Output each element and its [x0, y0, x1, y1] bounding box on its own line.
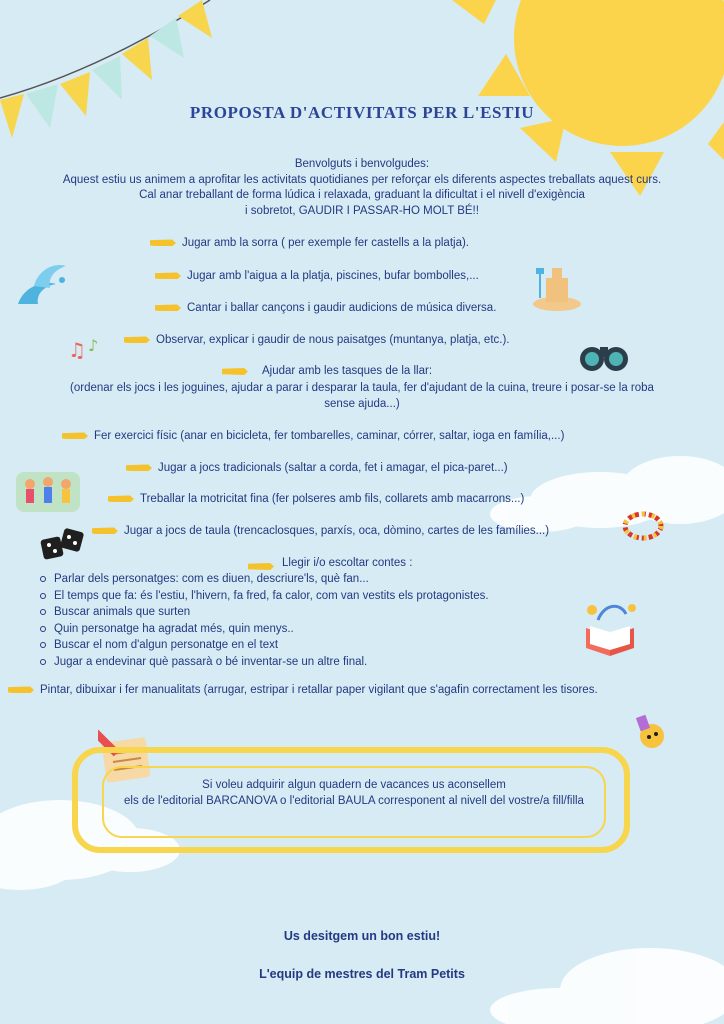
bullet-arrow-icon	[155, 304, 181, 311]
activity-sing: Cantar i ballar cançons i gaudir audicions de música diversa.	[187, 302, 497, 314]
bullet-arrow-icon	[126, 464, 152, 471]
activity-item	[62, 430, 564, 442]
water-splash-icon	[14, 256, 70, 312]
activity-sand: Jugar amb la sorra ( per exemple fer castells a la platja).	[182, 237, 469, 249]
activity-item	[155, 302, 496, 314]
activity-home-title: Ajudar amb les tasques de la llar:	[262, 365, 433, 377]
svg-text:♪: ♪	[88, 336, 99, 355]
cloud-icon	[490, 456, 724, 532]
svg-text:♫: ♫	[68, 338, 86, 362]
activity-home-line-1: (ordenar els jocs i les joguines, ajudar a parar i desparar la taula, fer d'ajudant de la cuina, treure i posar-se la roba	[70, 382, 654, 394]
note-line-2: els de l'editorial BARCANOVA o l'editorial BAULA corresponent al nivell del vostre/a fill/filla	[124, 795, 584, 807]
dice-icon	[40, 528, 84, 562]
greeting: Benvolguts i benvolgudes:	[294, 158, 430, 170]
list-item: El temps que fa: és l'estiu, l'hivern, fa fred, fa calor, com van vestits els protagonistes.	[40, 588, 489, 605]
activity-stories-title: Llegir i/o escoltar contes :	[282, 557, 413, 569]
activity-traditional: Jugar a jocs tradicionals (saltar a corda, fet i amagar, el pica-paret...)	[158, 462, 508, 474]
activity-item	[124, 334, 510, 346]
closing-signature: L'equip de mestres del Tram Petits	[259, 967, 465, 981]
intro-text	[0, 157, 724, 219]
closing-wish: Us desitgem un bon estiu!	[283, 929, 441, 943]
bullet-arrow-icon	[155, 272, 181, 279]
note-line-1: Si voleu adquirir algun quadern de vacances us aconsellem	[202, 779, 506, 791]
list-item: Buscar animals que surten	[40, 604, 489, 621]
cloud-icon	[490, 948, 724, 1024]
storybook-icon	[580, 598, 644, 658]
paint-brush-icon	[632, 712, 672, 752]
music-notes-icon	[66, 333, 108, 363]
bullet-arrow-icon	[222, 368, 248, 375]
bullet-arrow-icon	[108, 495, 134, 502]
list-item: Buscar el nom d'algun personatge en el text	[40, 637, 489, 654]
intro-line-2: Cal anar treballant de forma lúdica i relaxada, graduant la dificultat i el nivell d'exigència	[139, 189, 585, 201]
activity-observe: Observar, explicar i gaudir de nous paisatges (muntanya, platja, etc.).	[156, 334, 510, 346]
list-item: Parlar dels personatges: com es diuen, descriure'ls, què fan...	[40, 571, 489, 588]
activity-item	[92, 525, 549, 537]
activity-exercise: Fer exercici físic (anar en bicicleta, fer tombarelles, caminar, córrer, saltar, ioga en família,...)	[94, 430, 565, 442]
activity-item	[108, 493, 524, 505]
activity-motor: Treballar la motricitat fina (fer polseres amb fils, collarets amb macarrons...)	[140, 493, 525, 505]
bullet-arrow-icon	[62, 432, 88, 439]
list-item: Quin personatge ha agradat més, quin menys..	[40, 621, 489, 638]
bullet-arrow-icon	[248, 563, 274, 570]
activity-item	[150, 237, 469, 249]
binoculars-icon	[578, 333, 630, 375]
sandcastle-icon	[532, 262, 582, 312]
bullet-arrow-icon	[92, 527, 118, 534]
activity-water: Jugar amb l'aigua a la platja, piscines, bufar bombolles,...	[187, 270, 479, 282]
bullet-arrow-icon	[8, 686, 34, 693]
stories-list	[40, 571, 489, 670]
list-item: Jugar a endevinar què passarà o bé inventar-se un altre final.	[40, 654, 489, 671]
children-playing-icon	[16, 468, 80, 516]
intro-line-3: i sobretot, GAUDIR I PASSAR-HO MOLT BÉ!!	[245, 204, 479, 217]
activity-item	[126, 462, 508, 474]
bullet-arrow-icon	[124, 336, 150, 343]
activity-board: Jugar a jocs de taula (trencaclosques, parxís, oca, dòmino, cartes de les famílies...)	[124, 525, 550, 537]
activity-paint: Pintar, dibuixar i fer manualitats (arrugar, estripar i retallar paper vigilant que s'agafin correctament les tisores.	[40, 684, 598, 696]
bead-bracelet-icon	[620, 508, 666, 544]
activity-home-line-2: sense ajuda...)	[324, 398, 400, 410]
intro-line-1: Aquest estiu us animem a aprofitar les activitats quotidianes per reforçar els diferents aspectes treballats aquest curs.	[62, 173, 662, 186]
note-text	[102, 777, 606, 809]
bullet-arrow-icon	[150, 239, 176, 246]
page-title: PROPOSTA D'ACTIVITATS PER L'ESTIU	[189, 103, 535, 122]
activity-item	[8, 684, 598, 696]
activity-item	[155, 270, 479, 282]
